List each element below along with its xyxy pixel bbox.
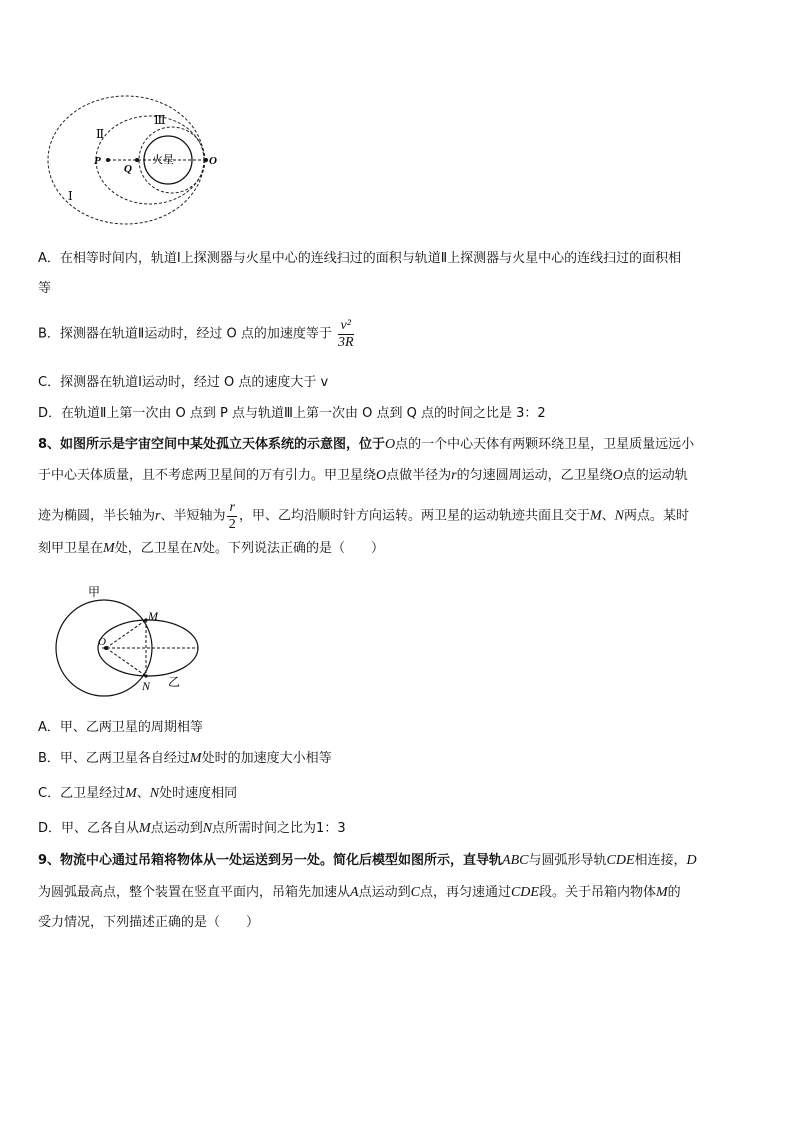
q9-stem-1-ABC: ABC <box>502 853 529 868</box>
q8-stem-3-denominator: 2 <box>228 517 236 532</box>
label-II: Ⅱ <box>96 127 105 141</box>
label-planet: 火星 <box>152 154 174 166</box>
q9-stem-2e: 的 <box>667 885 681 900</box>
q9-stem-2-M: M <box>655 885 668 900</box>
q9-stem-2a: 为圆弧最高点，整个装置在竖直平面内，吊箱先加速从 <box>38 885 351 900</box>
q9-stem-1-CDE: CDE <box>606 853 635 868</box>
q7-option-b-numerator: v² <box>338 318 354 335</box>
q8-stem-2c: 的匀速圆周运动，乙卫星绕 <box>456 468 613 483</box>
q9-stem-line2 <box>38 884 681 902</box>
label-P: P <box>94 155 101 167</box>
q8-option-c-b: 处时速度相同 <box>159 786 238 801</box>
q8-stem-3-M: M <box>589 508 602 524</box>
q8-stem-line4 <box>38 540 384 558</box>
q7-option-c: C．探测器在轨道Ⅰ运动时，经过 O 点的速度大于 v <box>38 375 329 390</box>
q8-stem-3-r: r <box>155 508 161 524</box>
q9-stem-1-D: D <box>686 853 697 868</box>
q8-option-c-M: M <box>125 786 137 801</box>
label-yi: 乙 <box>168 675 181 689</box>
q8-stem-line3 <box>38 500 689 533</box>
q9-stem-2d: 段。关于吊箱内物体 <box>538 885 656 900</box>
mars-orbit-figure <box>40 88 220 228</box>
q8-stem-4c: 处。下列说法正确的是（ ） <box>202 541 385 556</box>
q7-option-a-line2: 等 <box>38 281 52 296</box>
q8-stem-3b: 、半短轴为 <box>160 508 226 524</box>
q8-option-c-sep: 、 <box>136 786 150 801</box>
q8-stem-2a: 于中心天体质量，且不考虑两卫星间的万有引力。甲卫星绕 <box>38 468 377 483</box>
q7-option-d: D．在轨道Ⅱ上第一次由 O 点到 P 点与轨道Ⅲ上第一次由 O 点到 Q 点的时间之比是 3：2 <box>38 406 546 421</box>
label-III: Ⅲ <box>154 113 166 127</box>
label-O: O <box>209 155 217 167</box>
q8-option-a: A．甲、乙两卫星的周期相等 <box>38 720 203 735</box>
q8-stem-3-numerator: r <box>229 500 235 515</box>
q7-option-a-line1: A．在相等时间内，轨道Ⅰ上探测器与火星中心的连线扫过的面积与轨道Ⅱ上探测器与火星中心的连线扫过的面积相 <box>38 251 682 266</box>
label-N: N <box>142 679 151 693</box>
point-P <box>106 158 110 162</box>
q8-stem-4b: 处，乙卫星在 <box>114 541 193 556</box>
q8-stem-2d: 点的运动轨 <box>622 468 688 483</box>
satellite-orbit-figure <box>50 582 220 700</box>
q8-stem-3-sep: 、 <box>601 508 615 524</box>
q8-stem-3d: 两点。某时 <box>623 508 689 524</box>
q8-stem-1-O: O <box>385 437 396 452</box>
q9-stem-line3: 受力情况，下列描述正确的是（ ） <box>38 915 260 930</box>
q9-stem-1a: 9、物流中心通过吊箱将物体从一处运送到另一处。简化后模型如图所示，直导轨 <box>38 853 503 868</box>
q8-stem-2-O2: O <box>612 468 623 483</box>
q8-option-c-a: C．乙卫星经过 <box>38 786 126 801</box>
label-O-center: O <box>98 636 106 648</box>
q8-option-d-c: 点所需时间之比为1：3 <box>212 821 346 836</box>
label-M: M <box>148 609 158 623</box>
line-OM <box>106 620 146 648</box>
q8-stem-2-O: O <box>376 468 387 483</box>
q8-option-c-N: N <box>149 786 160 801</box>
q8-option-d <box>38 820 346 838</box>
q9-stem-1b: 与圆弧形导轨 <box>528 853 607 868</box>
q8-stem-3-N: N <box>614 508 624 524</box>
label-jia: 甲 <box>88 585 101 599</box>
q7-option-b-text: B．探测器在轨道Ⅱ运动时，经过 O 点的加速度等于 <box>38 326 332 342</box>
point-O <box>204 158 208 162</box>
q8-stem-line1 <box>38 436 694 454</box>
q8-option-b-a: B．甲、乙两卫星各自经过 <box>38 751 190 766</box>
q7-option-b-fraction <box>338 318 354 351</box>
q8-stem-4-M: M <box>103 541 115 556</box>
point-Q <box>135 158 139 162</box>
q8-option-d-N: N <box>202 821 213 836</box>
q8-option-c <box>38 785 237 803</box>
point-N <box>144 674 147 677</box>
q8-stem-4a: 刻甲卫星在 <box>38 541 104 556</box>
q9-stem-2c: 点，再匀速通过 <box>419 885 511 900</box>
q8-option-b-b: 处时的加速度大小相等 <box>201 751 332 766</box>
q9-stem-1c: 相连接， <box>634 853 687 868</box>
q8-option-d-a: D．甲、乙各自从 <box>38 821 140 836</box>
q8-stem-3a: 迹为椭圆，半长轴为 <box>38 508 156 524</box>
label-I: Ⅰ <box>68 189 73 203</box>
q9-stem-2-C: C <box>410 885 420 900</box>
q9-stem-line1 <box>38 852 697 870</box>
q8-stem-2b: 点做半径为 <box>386 468 452 483</box>
q8-stem-3-fraction <box>227 500 236 533</box>
q8-option-d-M: M <box>139 821 151 836</box>
q8-stem-1b: 点的一个中心天体有两颗环绕卫星，卫星质量远远小 <box>395 437 695 452</box>
q8-stem-2-r: r <box>451 468 457 483</box>
q8-stem-1a: 8、如图所示是宇宙空间中某处孤立天体系统的示意图，位于 <box>38 437 386 452</box>
q7-option-b <box>38 318 356 351</box>
q8-option-b-M: M <box>189 751 202 766</box>
q8-stem-4-N: N <box>192 541 203 556</box>
q8-option-d-b: 点运动到 <box>150 821 203 836</box>
q9-stem-2-CDE: CDE <box>510 885 539 900</box>
q9-stem-2-A: A <box>350 885 359 900</box>
q8-stem-line2 <box>38 467 688 485</box>
q8-stem-3c: ，甲、乙均沿顺时针方向运转。两卫星的运动轨迹共面且交于 <box>238 508 590 524</box>
q7-option-b-denominator: 3R <box>337 335 354 350</box>
line-ON <box>106 648 146 676</box>
label-Q: Q <box>124 163 132 175</box>
q9-stem-2b: 点运动到 <box>358 885 411 900</box>
q8-option-b <box>38 750 332 768</box>
